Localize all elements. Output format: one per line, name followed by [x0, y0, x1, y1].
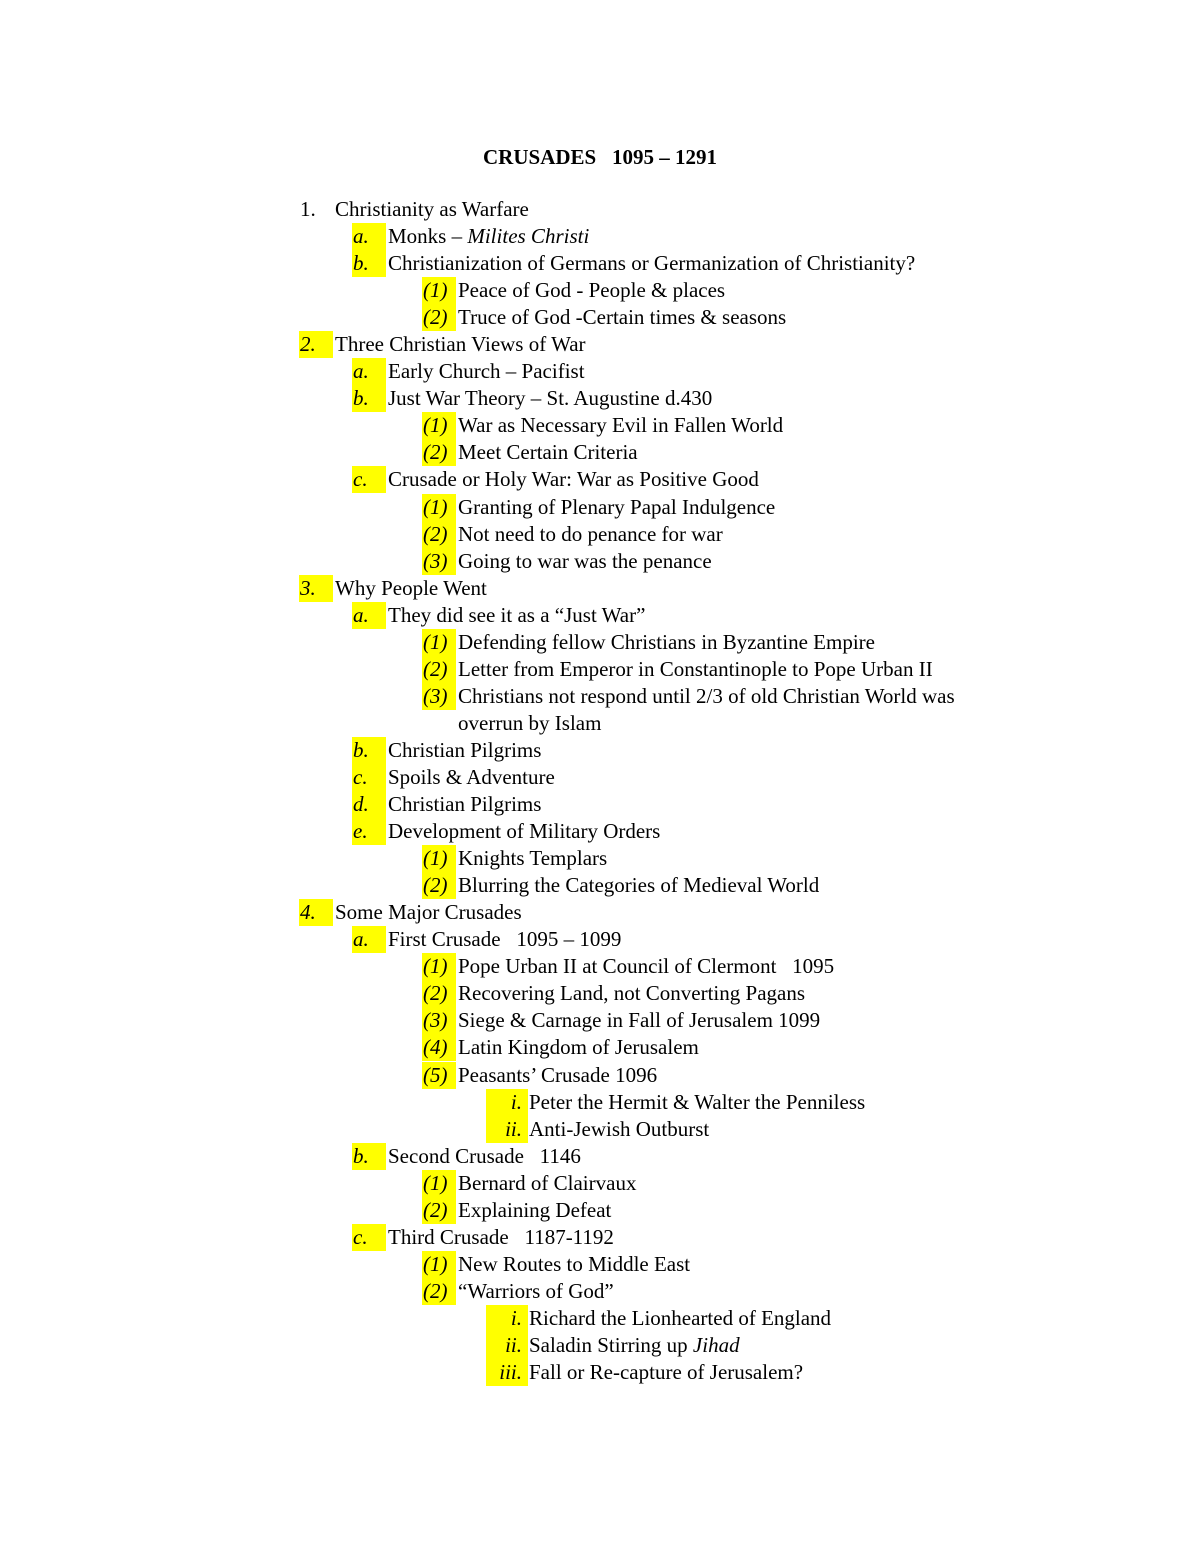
outline-text-plain: Bernard of Clairvaux: [458, 1170, 637, 1195]
outline-text: [388, 250, 915, 277]
outline-item: [0, 980, 1200, 1007]
outline-item: [0, 223, 1200, 250]
outline-marker: (2): [422, 872, 456, 899]
outline-text-plain: Peter the Hermit & Walter the Penniless: [529, 1089, 866, 1114]
outline-text-plain: Third Crusade 1187-1192: [388, 1224, 614, 1249]
outline-text-plain: Meet Certain Criteria: [458, 440, 638, 465]
outline-item: [0, 439, 1200, 466]
outline-text: [388, 602, 645, 629]
outline-text-plain: Going to war was the penance: [458, 548, 712, 573]
outline-item: [0, 629, 1200, 656]
outline-text: [458, 1197, 611, 1224]
outline-item: [0, 872, 1200, 899]
outline-marker: (4): [422, 1034, 456, 1061]
outline-item: [0, 304, 1200, 331]
outline-text: [458, 845, 607, 872]
outline-item: [0, 737, 1200, 764]
outline-marker: (1): [422, 629, 456, 656]
outline-text-plain: Three Christian Views of War: [335, 332, 586, 357]
outline-text-plain: Richard the Lionhearted of England: [529, 1305, 832, 1330]
outline-text-plain: Pope Urban II at Council of Clermont 1095: [458, 954, 835, 979]
outline-text: [388, 1143, 581, 1170]
outline-item: [0, 845, 1200, 872]
outline-text-plain: Crusade or Holy War: War as Positive Good: [388, 467, 759, 492]
outline-text: [335, 575, 487, 602]
outline-marker: (3): [422, 548, 456, 575]
outline-text-plain: Siege & Carnage in Fall of Jerusalem 1099: [458, 1008, 821, 1033]
outline-text-plain: Why People Went: [335, 575, 487, 600]
outline-text: [458, 412, 783, 439]
outline-text-plain: Christian Pilgrims: [388, 792, 542, 817]
outline-text: [388, 358, 585, 385]
outline-text-italic: Milites Christi: [467, 224, 590, 249]
outline-marker: (2): [422, 521, 456, 548]
outline-text: [458, 683, 1018, 737]
outline-text-plain: Recovering Land, not Converting Pagans: [458, 981, 806, 1006]
outline-item: [0, 953, 1200, 980]
outline-item: [0, 602, 1200, 629]
outline-marker: (3): [422, 683, 456, 710]
outline-text: [458, 872, 819, 899]
outline-text-plain: Anti-Jewish Outburst: [529, 1116, 710, 1141]
outline-text: [388, 466, 759, 493]
outline-item: [0, 1034, 1200, 1061]
outline-text-plain: New Routes to Middle East: [458, 1251, 691, 1276]
outline-item: [0, 1089, 1200, 1116]
outline-item: [0, 412, 1200, 439]
outline-text: [388, 791, 541, 818]
outline-item: [0, 1332, 1200, 1359]
outline-text-plain: Saladin Stirring up: [529, 1332, 693, 1357]
outline-text: [458, 304, 786, 331]
outline-item: [0, 1143, 1200, 1170]
outline-marker: (2): [422, 304, 456, 331]
outline-text: [458, 656, 933, 683]
outline-marker: (5): [422, 1062, 456, 1089]
outline-item: [0, 575, 1200, 602]
outline-text-plain: First Crusade 1095 – 1099: [388, 927, 622, 952]
outline-marker: b.: [352, 1143, 386, 1170]
outline-item: [0, 1305, 1200, 1332]
outline-item: [0, 196, 1200, 223]
outline-list: [0, 196, 1200, 1386]
outline-text-plain: Some Major Crusades: [335, 900, 522, 925]
outline-marker: 2.: [299, 331, 333, 358]
outline-text-plain: Christians not respond until 2/3 of old Christian World was overrun by Islam: [458, 683, 955, 735]
outline-marker: d.: [352, 791, 386, 818]
outline-text: [458, 277, 725, 304]
outline-text-plain: Fall or Re-capture of Jerusalem?: [529, 1360, 804, 1385]
outline-item: [0, 656, 1200, 683]
outline-item: [0, 1251, 1200, 1278]
outline-item: [0, 331, 1200, 358]
outline-text: [388, 385, 712, 412]
outline-text-plain: Defending fellow Christians in Byzantine Empire: [458, 629, 875, 654]
outline-text: [458, 1251, 690, 1278]
outline-text-plain: Christianization of Germans or Germanization of Christianity?: [388, 251, 916, 276]
outline-marker: (2): [422, 1197, 456, 1224]
outline-item: [0, 764, 1200, 791]
outline-text: [458, 1170, 636, 1197]
outline-text-plain: Development of Military Orders: [388, 819, 661, 844]
outline-item: [0, 683, 1200, 737]
outline-text: [458, 521, 723, 548]
outline-text: [458, 439, 638, 466]
outline-text-plain: Monks –: [388, 224, 468, 249]
outline-text-plain: Just War Theory – St. Augustine d.430: [388, 386, 713, 411]
outline-item: [0, 466, 1200, 493]
outline-marker: i.: [486, 1089, 528, 1116]
outline-text-plain: Blurring the Categories of Medieval World: [458, 873, 820, 898]
outline-item: [0, 899, 1200, 926]
outline-text: [388, 737, 541, 764]
outline-text-plain: Peasants’ Crusade 1096: [458, 1062, 658, 1087]
outline-text: [388, 223, 589, 250]
outline-text: [529, 1116, 709, 1143]
outline-marker: (1): [422, 845, 456, 872]
outline-text: [388, 926, 621, 953]
outline-item: [0, 1062, 1200, 1089]
outline-text: [388, 818, 660, 845]
outline-marker: 3.: [299, 575, 333, 602]
outline-item: [0, 818, 1200, 845]
outline-item: [0, 1278, 1200, 1305]
outline-marker: (2): [422, 439, 456, 466]
outline-text-plain: Peace of God - People & places: [458, 278, 726, 303]
outline-item: [0, 277, 1200, 304]
outline-text: [335, 899, 522, 926]
outline-text: [529, 1332, 740, 1359]
outline-text: [458, 1278, 614, 1305]
outline-text-plain: Christianity as Warfare: [335, 197, 529, 221]
outline-text-plain: Spoils & Adventure: [388, 764, 555, 789]
outline-item: [0, 926, 1200, 953]
outline-marker: c.: [352, 764, 386, 791]
outline-marker: a.: [352, 358, 386, 385]
outline-text-plain: Explaining Defeat: [458, 1197, 612, 1222]
outline-text: [529, 1359, 803, 1386]
outline-item: [0, 494, 1200, 521]
outline-marker: a.: [352, 223, 386, 250]
outline-item: [0, 1359, 1200, 1386]
outline-text: [388, 1224, 614, 1251]
outline-marker: ii.: [486, 1116, 528, 1143]
outline-marker: (2): [422, 656, 456, 683]
outline-item: [0, 548, 1200, 575]
outline-text: [458, 953, 834, 980]
outline-text-plain: Not need to do penance for war: [458, 521, 723, 546]
outline-marker: (1): [422, 277, 456, 304]
outline-text: [458, 980, 805, 1007]
outline-marker: (2): [422, 1278, 456, 1305]
outline-item: [0, 1007, 1200, 1034]
outline-item: [0, 1197, 1200, 1224]
outline-text: [458, 629, 875, 656]
outline-text: [458, 1007, 820, 1034]
outline-item: [0, 1116, 1200, 1143]
outline-marker: (3): [422, 1007, 456, 1034]
outline-text: [388, 764, 555, 791]
outline-item: [0, 1170, 1200, 1197]
outline-marker: b.: [352, 250, 386, 277]
outline-item: [0, 521, 1200, 548]
outline-text-plain: Second Crusade 1146: [388, 1143, 581, 1168]
outline-marker: iii.: [486, 1359, 528, 1386]
outline-marker: b.: [352, 737, 386, 764]
outline-marker: (1): [422, 412, 456, 439]
outline-text: [458, 1062, 657, 1089]
outline-marker: i.: [486, 1305, 528, 1332]
outline-text: [335, 331, 586, 358]
outline-text: [458, 1034, 699, 1061]
outline-text-plain: Truce of God -Certain times & seasons: [458, 305, 787, 330]
outline-text-plain: Knights Templars: [458, 846, 608, 871]
outline-text-plain: They did see it as a “Just War”: [388, 602, 646, 627]
outline-text-plain: War as Necessary Evil in Fallen World: [458, 413, 784, 438]
outline-text-plain: Christian Pilgrims: [388, 737, 542, 762]
outline-marker: (1): [422, 953, 456, 980]
outline-marker: c.: [352, 1224, 386, 1251]
outline-marker: 1.: [300, 197, 316, 221]
outline-marker: e.: [352, 818, 386, 845]
outline-marker: 4.: [299, 899, 333, 926]
outline-marker: (1): [422, 1170, 456, 1197]
outline-marker: c.: [352, 466, 386, 493]
outline-item: [0, 791, 1200, 818]
outline-marker: a.: [352, 602, 386, 629]
outline-text: [458, 494, 775, 521]
outline-text: [458, 548, 712, 575]
outline-item: [0, 250, 1200, 277]
outline-text: [529, 1089, 865, 1116]
outline-item: [0, 385, 1200, 412]
outline-marker: a.: [352, 926, 386, 953]
page-title: CRUSADES 1095 – 1291: [483, 145, 717, 169]
outline-marker: (1): [422, 1251, 456, 1278]
outline-marker: ii.: [486, 1332, 528, 1359]
outline-text: [335, 196, 529, 223]
outline-text: [529, 1305, 831, 1332]
outline-item: [0, 1224, 1200, 1251]
outline-text-plain: Early Church – Pacifist: [388, 359, 585, 384]
outline-text-plain: “Warriors of God”: [458, 1278, 614, 1303]
outline-text-plain: Letter from Emperor in Constantinople to Pope Urban II: [458, 656, 933, 681]
outline-marker: (1): [422, 494, 456, 521]
outline-item: [0, 358, 1200, 385]
outline-text-italic: Jihad: [692, 1332, 740, 1357]
outline-marker: b.: [352, 385, 386, 412]
outline-text-plain: Latin Kingdom of Jerusalem: [458, 1035, 699, 1060]
outline-marker: (2): [422, 980, 456, 1007]
outline-text-plain: Granting of Plenary Papal Indulgence: [458, 494, 776, 519]
